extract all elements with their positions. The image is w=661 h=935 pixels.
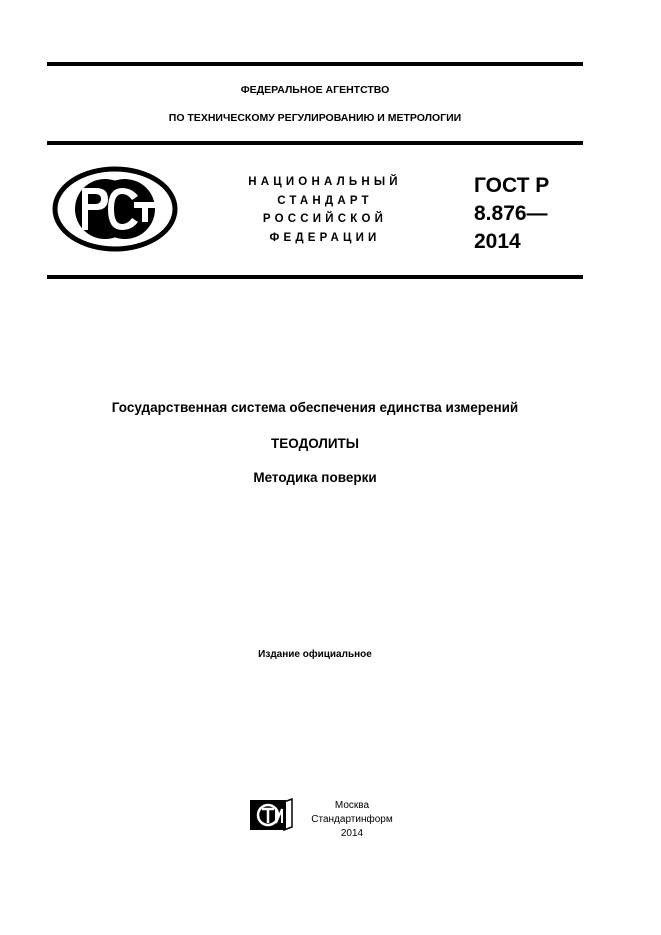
- bottom-header-rule: [47, 275, 583, 279]
- national-line-2: СТАНДАРТ: [277, 194, 373, 207]
- subtitle: Методика поверки: [253, 470, 377, 485]
- designation-line-1: ГОСТ Р: [474, 174, 550, 197]
- national-standard-label: [200, 173, 450, 247]
- publisher-block: [302, 799, 402, 841]
- publisher-year: 2014: [340, 828, 364, 839]
- designation-line-2: 8.876—: [474, 202, 548, 225]
- national-line-1: НАЦИОНАЛЬНЫЙ: [248, 176, 402, 188]
- gost-r-logo-icon: [52, 166, 178, 252]
- publisher-city: Москва: [334, 800, 370, 811]
- agency-line-1: ФЕДЕРАЛЬНОЕ АГЕНТСТВО: [240, 84, 390, 96]
- top-rule: [47, 62, 583, 66]
- national-line-4: ФЕДЕРАЦИИ: [269, 231, 381, 244]
- main-title: ТЕОДОЛИТЫ: [271, 436, 359, 451]
- designation-line-3: 2014: [474, 230, 521, 253]
- standard-designation: [474, 172, 549, 256]
- edition-label: Издание официальное: [258, 649, 372, 660]
- standartinform-logo-icon: [248, 797, 294, 833]
- system-title: Государственная система обеспечения единства измерений: [111, 400, 519, 415]
- header-rule: [47, 141, 583, 145]
- national-line-3: РОССИЙСКОЙ: [262, 213, 388, 225]
- publisher-name: Стандартинформ: [311, 814, 393, 825]
- agency-line-2: ПО ТЕХНИЧЕСКОМУ РЕГУЛИРОВАНИЮ И МЕТРОЛОГИИ: [168, 112, 462, 124]
